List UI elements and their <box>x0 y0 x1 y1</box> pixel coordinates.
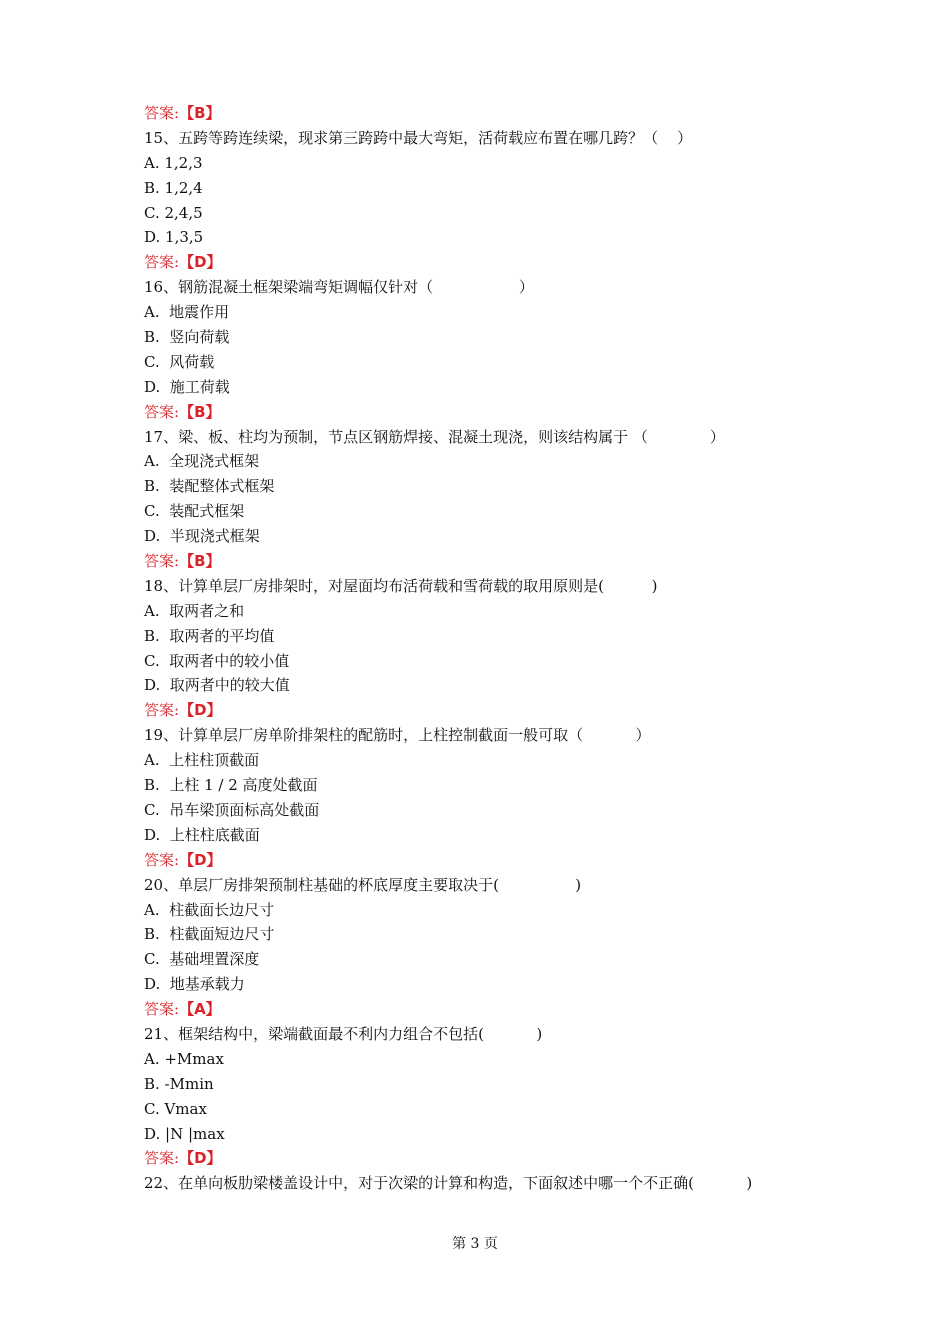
option-text: D. |N |max <box>144 1124 225 1143</box>
option-text: B. -Mmin <box>144 1074 214 1093</box>
option-text: B. 竖向荷载 <box>144 328 230 347</box>
option-text: D. 上柱柱底截面 <box>144 825 260 844</box>
question-text: 21、框架结构中，梁端截面最不利内力组合不包括( ) <box>144 1024 543 1043</box>
option-text: A. 取两者之和 <box>144 601 245 620</box>
answer-line <box>144 400 824 425</box>
option-text: A. 全现浇式框架 <box>144 452 260 471</box>
question-text: 22、在单向板肋梁楼盖设计中，对于次梁的计算和构造，下面叙述中哪一个不正确( ) <box>144 1174 753 1193</box>
option-text: A. 上柱柱顶截面 <box>144 751 260 770</box>
question-text: 16、钢筋混凝土框架梁端弯矩调幅仅针对（ ） <box>144 278 534 297</box>
option-text: B. 取两者的平均值 <box>144 626 275 645</box>
answer-label: 答案: <box>144 253 180 272</box>
answer-line <box>144 250 824 275</box>
answer-key: 【B】 <box>179 552 221 571</box>
option-text: C. 风荷载 <box>144 352 215 371</box>
question-text: 18、计算单层厂房排架时，对屋面均布活荷载和雪荷载的取用原则是( ) <box>144 576 658 595</box>
option-text: C. 装配式框架 <box>144 502 245 521</box>
option-text: C. 取两者中的较小值 <box>144 651 290 670</box>
answer-line <box>144 1146 824 1171</box>
answer-line <box>144 698 824 723</box>
option-text: C. 吊车梁顶面标高处截面 <box>144 800 320 819</box>
answer-label: 答案: <box>144 104 180 122</box>
option-text: B. 柱截面短边尺寸 <box>144 925 275 944</box>
question-text: 15、五跨等跨连续梁，现求第三跨跨中最大弯矩，活荷载应布置在哪几跨？（ ） <box>144 128 693 147</box>
question-text: 17、梁、板、柱均为预制，节点区钢筋焊接、混凝土现浇，则该结构属于 （ ） <box>144 427 725 446</box>
option-text: A. 地震作用 <box>144 303 230 322</box>
question-text: 20、单层厂房排架预制柱基础的杯底厚度主要取决于( ) <box>144 875 582 894</box>
option-text: C. Vmax <box>144 1099 207 1118</box>
option-text: B. 上柱 1 / 2 高度处截面 <box>144 776 318 795</box>
answer-line <box>144 997 824 1022</box>
answer-key: 【D】 <box>179 701 222 720</box>
option-text: B. 装配整体式框架 <box>144 477 275 496</box>
answer-key: 【B】 <box>179 104 221 122</box>
answer-line <box>144 101 824 126</box>
answer-key: 【D】 <box>179 1149 222 1168</box>
option-text: A. 1,2,3 <box>144 153 203 172</box>
option-text: A. 柱截面长边尺寸 <box>144 900 275 919</box>
answer-key: 【A】 <box>179 1000 221 1019</box>
answer-label: 答案: <box>144 1000 180 1019</box>
option-text: A. +Mmax <box>144 1049 224 1068</box>
option-text: D. 半现浇式框架 <box>144 527 260 546</box>
answer-label: 答案: <box>144 552 180 571</box>
answer-label: 答案: <box>144 850 180 869</box>
answer-label: 答案: <box>144 1149 180 1168</box>
option-text: C. 基础埋置深度 <box>144 950 260 969</box>
question-text: 19、计算单层厂房单阶排架柱的配筋时，上柱控制截面一般可取（ ） <box>144 726 651 745</box>
option-text: B. 1,2,4 <box>144 178 203 197</box>
answer-label: 答案: <box>144 402 180 421</box>
option-text: C. 2,4,5 <box>144 203 203 222</box>
answer-label: 答案: <box>144 701 180 720</box>
answer-line <box>144 549 824 574</box>
document-body <box>144 101 824 1196</box>
option-text: D. 取两者中的较大值 <box>144 676 290 695</box>
page-footer: 第 3 页 <box>452 1236 498 1252</box>
answer-key: 【D】 <box>179 253 222 272</box>
answer-line <box>144 848 824 873</box>
answer-key: 【B】 <box>179 402 221 421</box>
option-text: D. 施工荷载 <box>144 377 230 396</box>
answer-key: 【D】 <box>179 850 222 869</box>
option-text: D. 地基承载力 <box>144 975 245 994</box>
option-text: D. 1,3,5 <box>144 228 204 247</box>
